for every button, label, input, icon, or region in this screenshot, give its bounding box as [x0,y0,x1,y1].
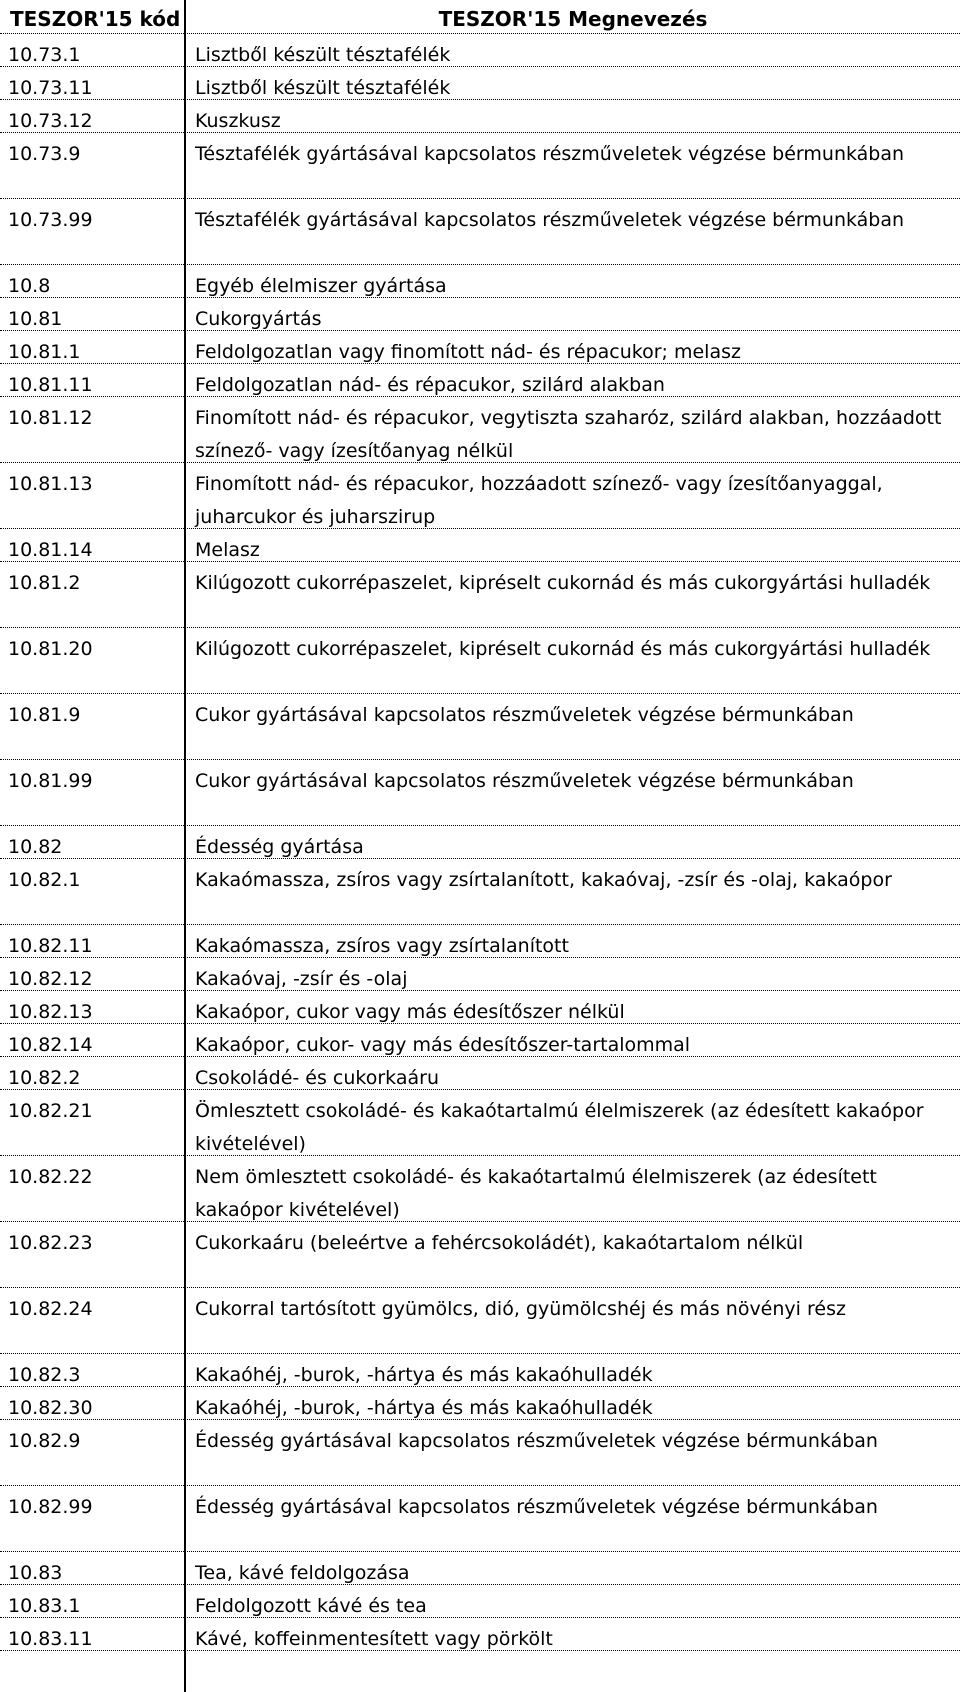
row-code: 10.81.2 [8,572,81,594]
row-code: 10.81 [8,308,63,330]
row-name: Kakaóhéj, -burok, -hártya és más kakaóhulladék [195,1364,653,1386]
row-code: 10.81.11 [8,374,93,396]
row-code: 10.82.99 [8,1496,93,1518]
row-name: Cukor gyártásával kapcsolatos részműveletek végzése bérmunkában [195,704,854,726]
row-name: Cukorkaáru (beleértve a fehércsokoládét), kakaótartalom nélkül [195,1232,804,1254]
row-name: Kakaóhéj, -burok, -hártya és más kakaóhulladék [195,1397,653,1419]
row-name: Kilúgozott cukorrépaszelet, kipréselt cukornád és más cukorgyártási hulladék [195,572,931,594]
row-name: Feldolgozott kávé és tea [195,1595,427,1617]
row-name: Kuszkusz [195,110,281,132]
table-row [0,100,960,133]
column-divider [184,0,186,1692]
row-name: Cukorral tartósított gyümölcs, dió, gyümölcshéj és más növényi rész [195,1298,846,1320]
row-code: 10.82.30 [8,1397,93,1419]
row-code: 10.83 [8,1562,63,1584]
table-row [0,991,960,1024]
row-name: Cukor gyártásával kapcsolatos részműveletek végzése bérmunkában [195,770,854,792]
table-row [0,562,960,628]
table-row [0,529,960,562]
table-row [0,1288,960,1354]
row-name: Édesség gyártásával kapcsolatos részműveletek végzése bérmunkában [195,1430,878,1452]
row-code: 10.81.14 [8,539,93,561]
row-name: Ömlesztett csokoládé- és kakaótartalmú élelmiszerek (az édesített kakaópor kivételével) [195,1100,924,1155]
row-code: 10.81.12 [8,407,93,429]
row-code: 10.81.99 [8,770,93,792]
table-row [0,1387,960,1420]
table-row [0,1222,960,1288]
table-row [0,1090,960,1156]
row-name: Kávé, koffeinmentesített vagy pörkölt [195,1628,553,1650]
row-code: 10.82.1 [8,869,81,891]
row-name: Cukorgyártás [195,308,322,330]
row-code: 10.81.1 [8,341,81,363]
table-row [0,1420,960,1486]
row-name: Lisztből készült tésztafélék [195,44,451,66]
header-code: TESZOR'15 kód [10,7,181,31]
table-row [0,1585,960,1618]
row-name: Kilúgozott cukorrépaszelet, kipréselt cukornád és más cukorgyártási hulladék [195,638,931,660]
row-code: 10.81.20 [8,638,93,660]
row-name: Kakaópor, cukor vagy más édesítőszer nélkül [195,1001,625,1023]
table-row [0,67,960,100]
table-row [0,1552,960,1585]
row-code: 10.82.12 [8,968,93,990]
row-code: 10.73.12 [8,110,93,132]
table-row [0,958,960,991]
row-code: 10.82.22 [8,1166,93,1188]
row-name: Feldolgozatlan nád- és répacukor, szilárd alakban [195,374,665,396]
table-header [0,0,960,34]
table-row [0,199,960,265]
table-row [0,628,960,694]
row-name: Édesség gyártása [195,836,364,858]
row-code: 10.82 [8,836,63,858]
row-code: 10.82.2 [8,1067,81,1089]
row-code: 10.82.14 [8,1034,93,1056]
row-name: Melasz [195,539,260,561]
row-code: 10.83.1 [8,1595,81,1617]
row-name: Egyéb élelmiszer gyártása [195,275,447,297]
row-name: Tésztafélék gyártásával kapcsolatos részműveletek végzése bérmunkában [195,209,905,231]
table-row [0,463,960,529]
row-code: 10.82.3 [8,1364,81,1386]
table-row [0,925,960,958]
row-code: 10.73.9 [8,143,81,165]
row-name: Kakaómassza, zsíros vagy zsírtalanított [195,935,569,957]
table-row [0,1057,960,1090]
row-name: Kakaómassza, zsíros vagy zsírtalanított, kakaóvaj, -zsír és -olaj, kakaópor [195,869,892,891]
row-name: Csokoládé- és cukorkaáru [195,1067,439,1089]
row-name: Kakaóvaj, -zsír és -olaj [195,968,408,990]
header-name: TESZOR'15 Megnevezés [438,7,708,31]
row-code: 10.82.9 [8,1430,81,1452]
row-name: Finomított nád- és répacukor, hozzáadott színező- vagy ízesítőanyaggal, juharcukor és juharszirup [195,473,883,528]
row-code: 10.82.24 [8,1298,93,1320]
table-row [0,265,960,298]
row-code: 10.82.13 [8,1001,93,1023]
row-code: 10.82.11 [8,935,93,957]
row-name: Nem ömlesztett csokoládé- és kakaótartalmú élelmiszerek (az édesített kakaópor kivételével) [195,1166,877,1221]
table-row [0,1486,960,1552]
table-row [0,826,960,859]
row-code: 10.73.11 [8,77,93,99]
table-row [0,331,960,364]
table-row [0,133,960,199]
row-name: Finomított nád- és répacukor, vegytiszta szaharóz, szilárd alakban, hozzáadott színező- vagy ízesítőanyag nélkül [195,407,942,462]
table-row [0,397,960,463]
table-row [0,1024,960,1057]
table-row [0,859,960,925]
row-code: 10.83.11 [8,1628,93,1650]
row-code: 10.73.1 [8,44,81,66]
row-name: Kakaópor, cukor- vagy más édesítőszer-tartalommal [195,1034,691,1056]
table-row [0,34,960,67]
row-name: Édesség gyártásával kapcsolatos részműveletek végzése bérmunkában [195,1496,878,1518]
table-row [0,1618,960,1651]
row-code: 10.82.23 [8,1232,93,1254]
row-name: Tésztafélék gyártásával kapcsolatos részműveletek végzése bérmunkában [195,143,905,165]
row-code: 10.8 [8,275,51,297]
table-row [0,694,960,760]
table-row [0,1354,960,1387]
row-code: 10.81.9 [8,704,81,726]
table-row [0,364,960,397]
row-name: Lisztből készült tésztafélék [195,77,451,99]
row-code: 10.82.21 [8,1100,93,1122]
table-row [0,1156,960,1222]
row-name: Tea, kávé feldolgozása [195,1562,410,1584]
row-name: Feldolgozatlan vagy finomított nád- és répacukor; melasz [195,341,741,363]
table-row [0,760,960,826]
table-row [0,298,960,331]
row-code: 10.73.99 [8,209,93,231]
row-code: 10.81.13 [8,473,93,495]
